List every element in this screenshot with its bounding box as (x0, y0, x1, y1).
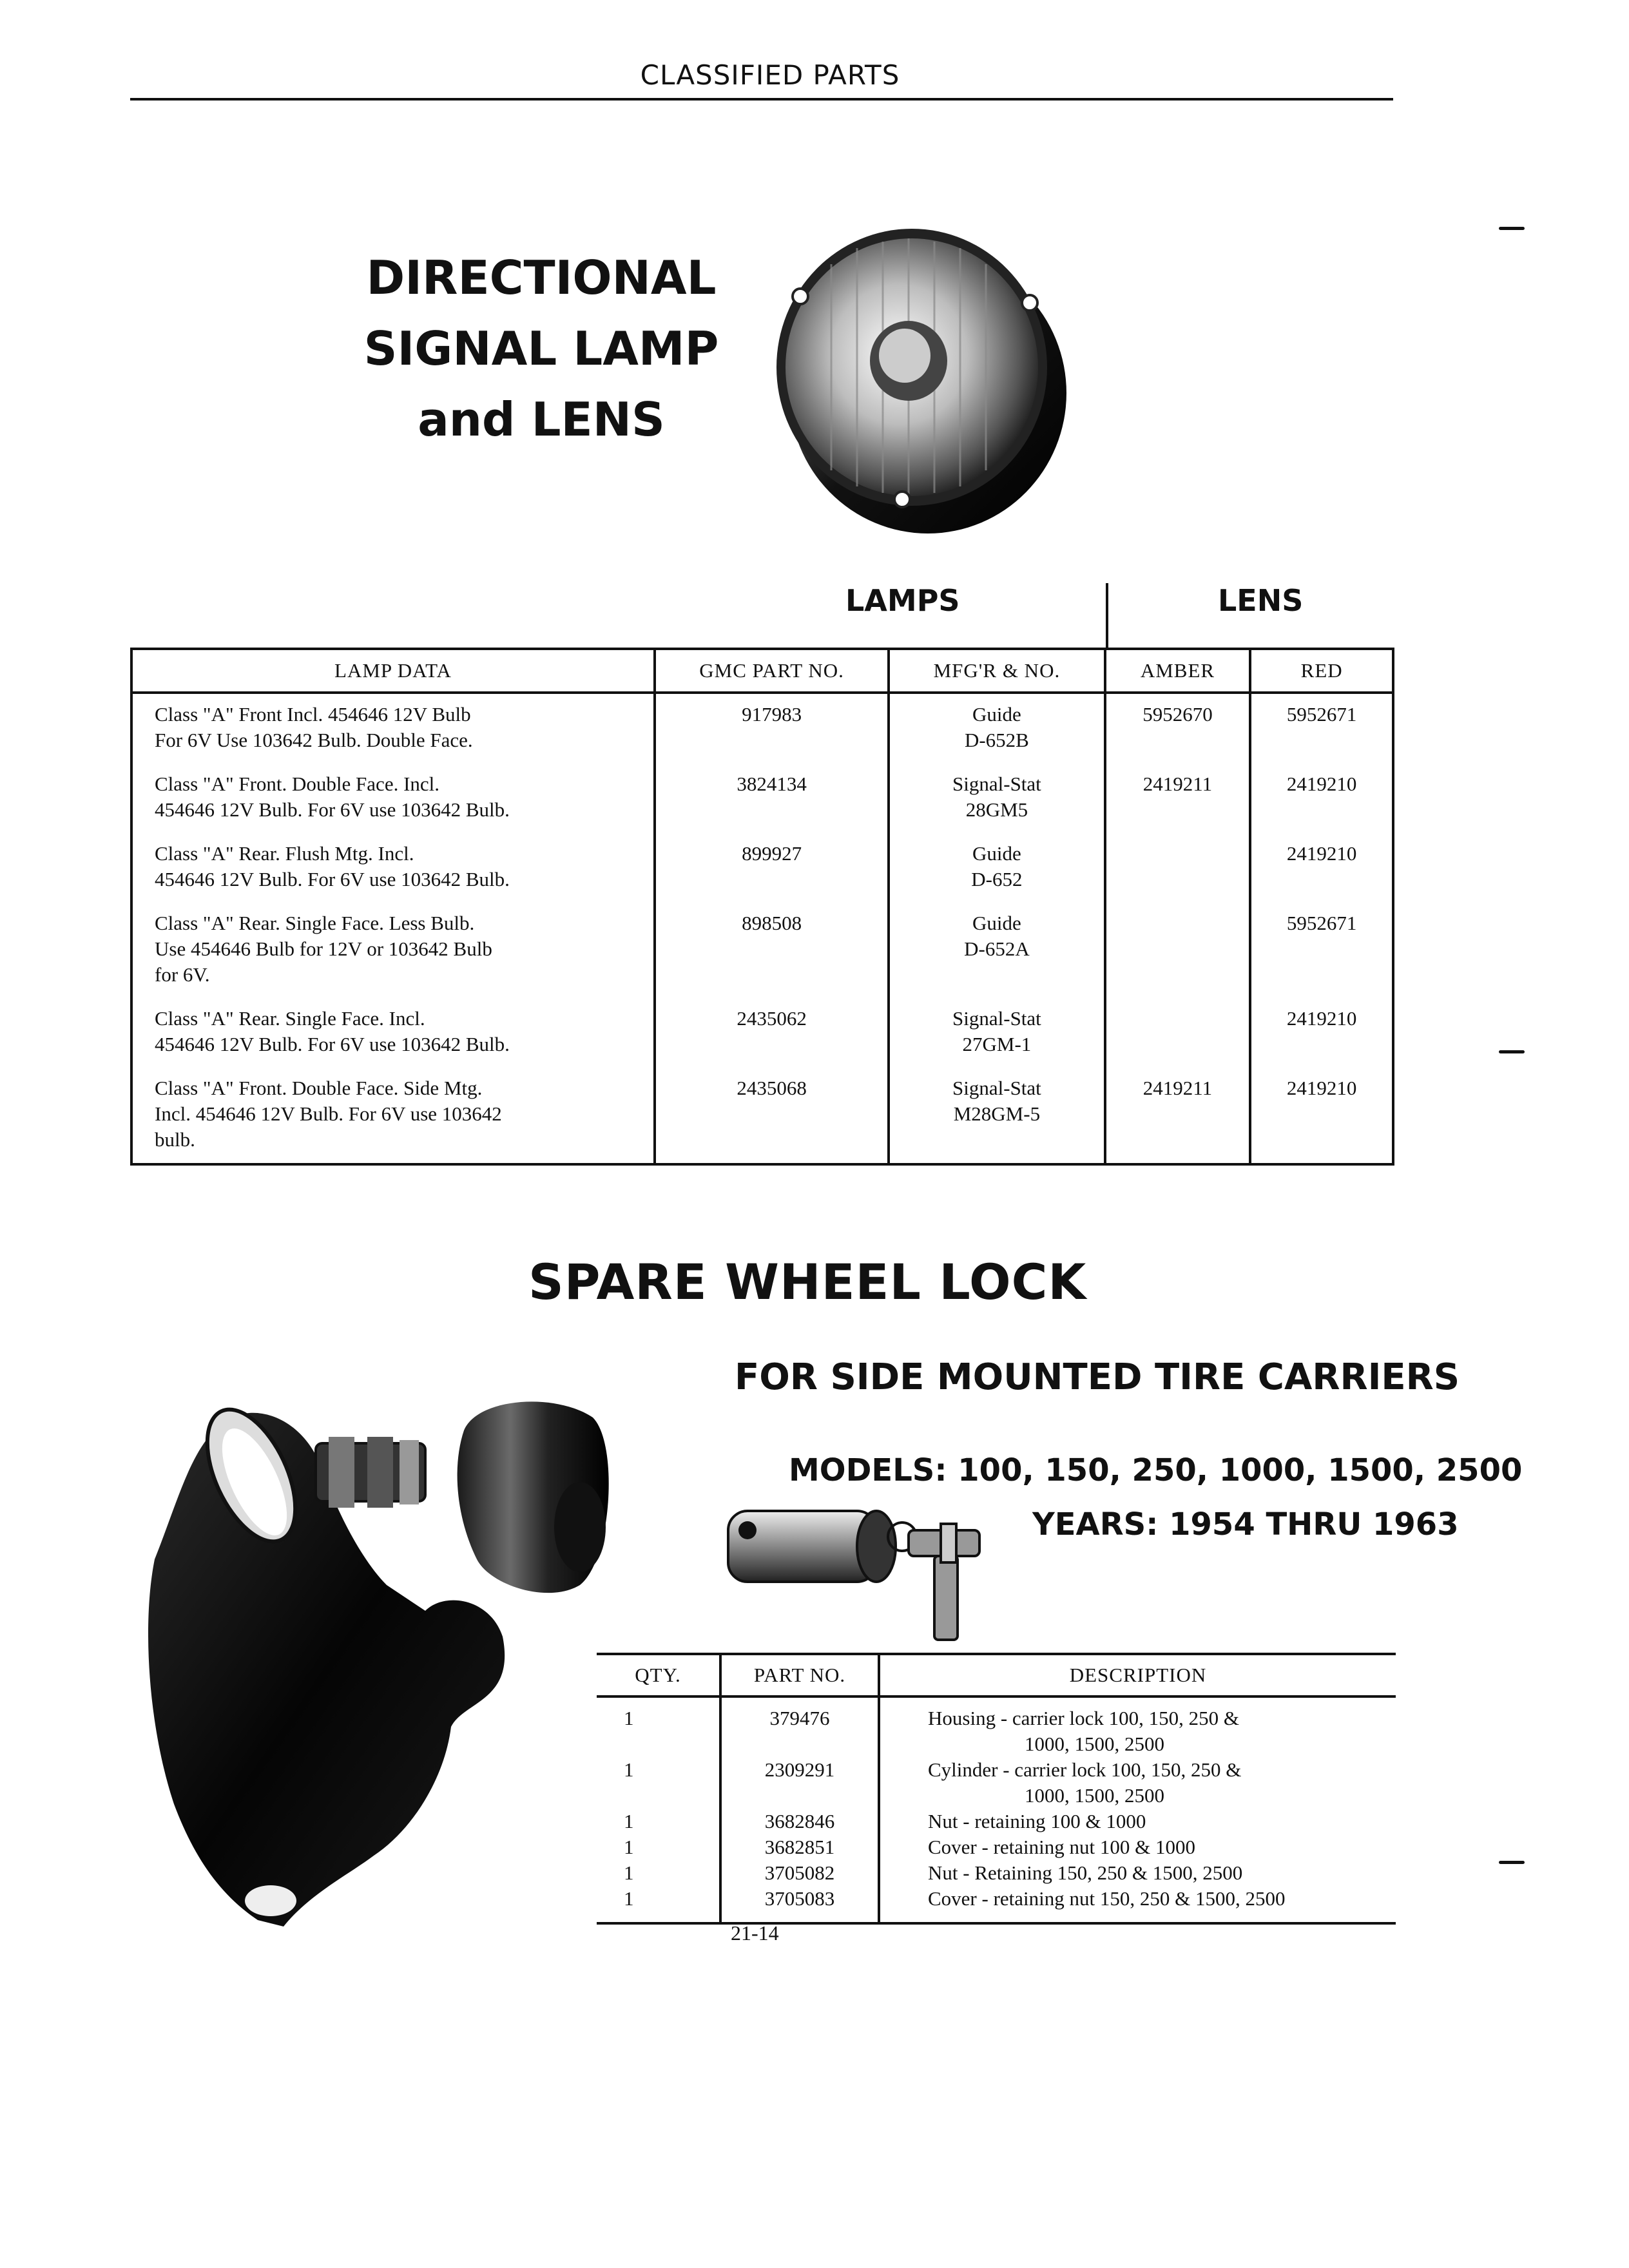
column-header: QTY. (597, 1654, 720, 1696)
lamp-data-cell (131, 833, 655, 903)
amber-cell: 5952670 (1105, 693, 1251, 764)
table-row (131, 833, 1393, 903)
gmc-part-cell: 2435068 (655, 1068, 889, 1164)
column-header: GMC PART NO. (655, 649, 889, 693)
text-line: D-652B (964, 729, 1029, 751)
amber-cell (1105, 903, 1251, 998)
description-cell: Cover - retaining nut 100 & 1000 (928, 1836, 1195, 1858)
mfg-cell (889, 903, 1104, 998)
gmc-part-cell: 917983 (655, 693, 889, 764)
margin-mark (1499, 1861, 1525, 1864)
title-line: DIRECTIONAL (366, 251, 717, 305)
amber-cell: 2419211 (1105, 764, 1251, 833)
mfg-cell (889, 833, 1104, 903)
text-line: Housing - carrier lock 100, 150, 250 & (928, 1707, 1239, 1729)
table-row (131, 693, 1393, 764)
red-cell: 2419210 (1250, 833, 1393, 903)
red-cell: 5952671 (1250, 693, 1393, 764)
text-line: For 6V Use 103642 Bulb. Double Face. (155, 729, 473, 751)
amber-cell (1105, 833, 1251, 903)
text-line: D-652A (964, 937, 1030, 960)
part-no-cell: 3682851 (720, 1834, 879, 1860)
text-line: Use 454646 Bulb for 12V or 103642 Bulb (155, 937, 492, 960)
qty-cell: 1 (597, 1834, 720, 1860)
table-row (597, 1696, 1396, 1757)
title-line: SIGNAL LAMP (363, 322, 719, 376)
amber-cell: 2419211 (1105, 1068, 1251, 1164)
qty-cell: 1 (597, 1696, 720, 1757)
table-row (597, 1886, 1396, 1923)
text-line: Incl. 454646 12V Bulb. For 6V use 103642 (155, 1102, 502, 1125)
red-cell: 2419210 (1250, 1068, 1393, 1164)
column-header: AMBER (1105, 649, 1251, 693)
lock-cylinder-photo (715, 1485, 999, 1653)
part-no-cell: 3705082 (720, 1860, 879, 1886)
column-header: MFG'R & NO. (889, 649, 1104, 693)
margin-mark (1499, 227, 1525, 230)
table-row (131, 764, 1393, 833)
description-cell: Nut - retaining 100 & 1000 (928, 1810, 1146, 1832)
part-no-cell: 3705083 (720, 1886, 879, 1923)
text-line: 454646 12V Bulb. For 6V use 103642 Bulb. (155, 798, 510, 821)
lamp-data-cell (131, 903, 655, 998)
part-no-cell: 2309291 (720, 1757, 879, 1809)
spare-wheel-lock-title: SPARE WHEEL LOCK (528, 1253, 1087, 1311)
text-line: Class "A" Rear. Flush Mtg. Incl. (155, 842, 414, 865)
lens-group-label: LENS (1218, 583, 1304, 618)
signal-lamp-photo (767, 206, 1076, 541)
red-cell: 2419210 (1250, 764, 1393, 833)
part-no-cell: 379476 (720, 1696, 879, 1757)
column-header: LAMP DATA (131, 649, 655, 693)
column-header: RED (1250, 649, 1393, 693)
description-cell (879, 1696, 1396, 1757)
text-line: Signal-Stat (952, 773, 1041, 795)
table-row (131, 903, 1393, 998)
text-line: Guide (972, 842, 1021, 865)
gmc-part-cell: 898508 (655, 903, 889, 998)
text-line: Guide (972, 703, 1021, 726)
lamp-table (130, 648, 1394, 1166)
title-line: and LENS (418, 392, 665, 447)
lamp-data-cell (131, 693, 655, 764)
text-line: bulb. (155, 1128, 195, 1151)
lock-parts-table (597, 1653, 1396, 1925)
column-header: DESCRIPTION (879, 1654, 1396, 1696)
page-header: CLASSIFIED PARTS (640, 59, 900, 91)
text-line: Guide (972, 912, 1021, 934)
text-line: 28GM5 (965, 798, 1028, 821)
years-line: YEARS: 1954 THRU 1963 (1032, 1506, 1459, 1542)
text-line: Signal-Stat (952, 1007, 1041, 1030)
table-row (597, 1757, 1396, 1809)
text-line: 27GM-1 (962, 1033, 1032, 1055)
text-line: M28GM-5 (953, 1102, 1041, 1125)
red-cell: 5952671 (1250, 903, 1393, 998)
text-line: Class "A" Front. Double Face. Side Mtg. (155, 1077, 483, 1099)
description-cell: Cover - retaining nut 150, 250 & 1500, 2500 (879, 1886, 1396, 1923)
group-divider (1106, 583, 1108, 649)
table-row (597, 1834, 1396, 1860)
lamp-data-cell (131, 998, 655, 1068)
lamp-data-cell (131, 764, 655, 833)
gmc-part-cell: 2435062 (655, 998, 889, 1068)
page-number: 21-14 (731, 1921, 779, 1945)
amber-cell (1105, 998, 1251, 1068)
mfg-cell (889, 693, 1104, 764)
signal-lamp-title (361, 242, 722, 455)
text-line: Class "A" Front. Double Face. Incl. (155, 773, 440, 795)
lamps-group-label: LAMPS (845, 583, 960, 618)
column-header: PART NO. (720, 1654, 879, 1696)
qty-cell: 1 (597, 1886, 720, 1923)
mfg-cell (889, 764, 1104, 833)
text-line: 454646 12V Bulb. For 6V use 103642 Bulb. (155, 1033, 510, 1055)
mfg-cell (889, 998, 1104, 1068)
text-line: Class "A" Front Incl. 454646 12V Bulb (155, 703, 471, 726)
header-rule (130, 98, 1393, 101)
table-header-row (597, 1654, 1396, 1696)
text-line: Class "A" Rear. Single Face. Incl. (155, 1007, 425, 1030)
text-line: 454646 12V Bulb. For 6V use 103642 Bulb. (155, 868, 510, 890)
description-cell: Nut - Retaining 150, 250 & 1500, 2500 (928, 1861, 1243, 1884)
qty-cell: 1 (597, 1809, 720, 1834)
models-line: MODELS: 100, 150, 250, 1000, 1500, 2500 (789, 1452, 1523, 1488)
text-line: Cylinder - carrier lock 100, 150, 250 & (928, 1758, 1242, 1781)
gmc-part-cell: 899927 (655, 833, 889, 903)
red-cell: 2419210 (1250, 998, 1393, 1068)
description-cell (879, 1757, 1396, 1809)
table-header-row (131, 649, 1393, 693)
text-line: 1000, 1500, 2500 (1025, 1784, 1164, 1807)
text-line: D-652 (971, 868, 1023, 890)
text-line: 1000, 1500, 2500 (1025, 1733, 1164, 1755)
table-row (131, 1068, 1393, 1164)
text-line: for 6V. (155, 963, 210, 986)
table-row (131, 998, 1393, 1068)
part-no-cell: 3682846 (720, 1809, 879, 1834)
text-line: Signal-Stat (952, 1077, 1041, 1099)
qty-cell: 1 (597, 1860, 720, 1886)
margin-mark (1499, 1050, 1525, 1053)
text-line: Class "A" Rear. Single Face. Less Bulb. (155, 912, 475, 934)
lamp-data-cell (131, 1068, 655, 1164)
mfg-cell (889, 1068, 1104, 1164)
lock-subtitle: FOR SIDE MOUNTED TIRE CARRIERS (735, 1356, 1460, 1398)
gmc-part-cell: 3824134 (655, 764, 889, 833)
table-row (597, 1860, 1396, 1886)
qty-cell: 1 (597, 1757, 720, 1809)
table-row (597, 1809, 1396, 1834)
